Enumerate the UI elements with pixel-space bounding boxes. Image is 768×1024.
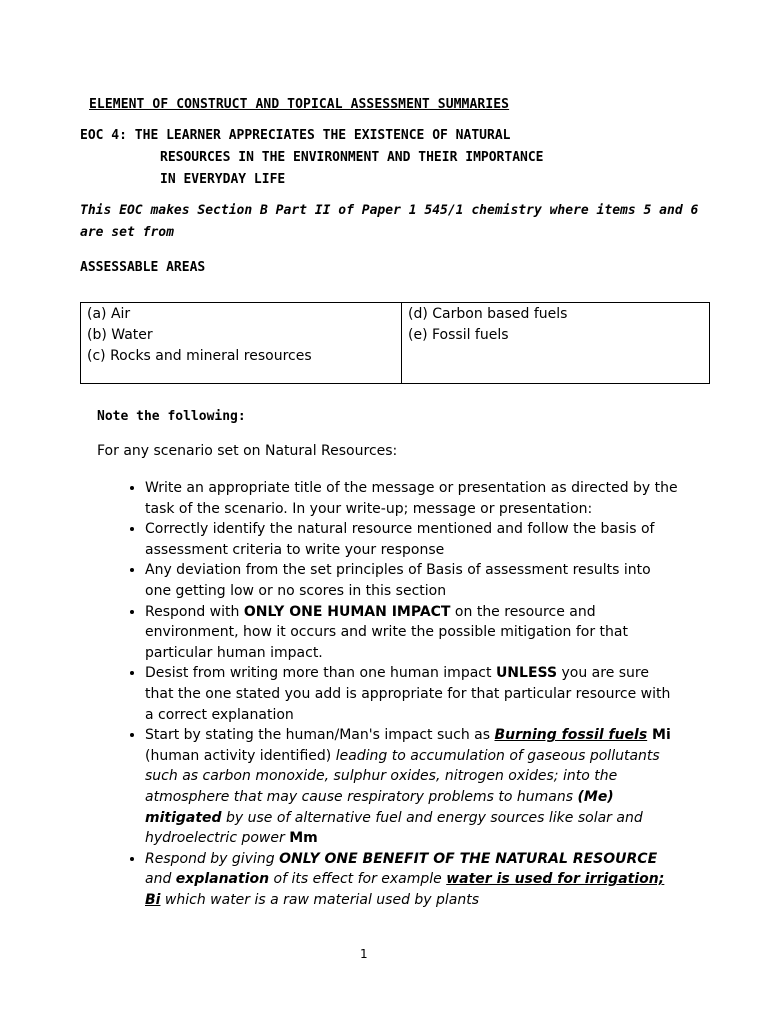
eoc-statement [80,125,544,191]
area-item: (a) Air [87,306,131,322]
areas-right-cell [402,303,710,384]
eoc-intro-text: This EOC makes Section B Part II of Paper 1 545/1 chemistry where items 5 and 6 are set from [80,203,699,240]
list-item: • Correctly identify the natural resource mentioned and follow the basis of assessment criteria to write your response [145,519,680,560]
area-item: (b) Water [87,327,153,343]
areas-left-cell [81,303,402,384]
scenario-intro: For any scenario set on Natural Resources: [97,443,398,459]
list-item: • Respond by giving ONLY ONE BENEFIT OF THE NATURAL RESOURCE and explanation of its effect for example water is used for irrigation; Bi which water is a raw material used by plants [145,849,680,911]
assessable-areas-table [80,302,710,384]
eoc-line-2: RESOURCES IN THE ENVIRONMENT AND THEIR IMPORTANCE [160,150,544,165]
assessable-areas-title: ASSESSABLE AREAS [80,260,206,275]
page-number: 1 [360,947,368,961]
list-item: • Desist from writing more than one human impact UNLESS you are sure that the one stated you add is appropriate for that particular resource with a correct explanation [145,663,680,725]
eoc-line-1: EOC 4: THE LEARNER APPRECIATES THE EXISTENCE OF NATURAL [80,128,511,143]
note-title: Note the following: [97,409,246,424]
list-item: • Write an appropriate title of the message or presentation as directed by the task of the scenario. In your write-up; message or presentation: [145,478,680,519]
list-item: • Start by stating the human/Man's impact such as Burning fossil fuels Mi (human activity identified) leading to accumulation of gaseous pollutants such as carbon monoxide, sulphur oxides, nitrogen oxides; into the atmosphere that may cause respiratory problems to humans (Me) mitigated by use of alternative fuel and energy sources like solar and hydroelectric power Mm [145,725,680,849]
list-item: • Respond with ONLY ONE HUMAN IMPACT on the resource and environment, how it occurs and write the possible mitigation for that particular human impact. [145,602,680,664]
guidelines-list [105,478,680,910]
area-item: (d) Carbon based fuels [408,306,568,322]
area-item: (e) Fossil fuels [408,327,509,343]
document-heading: ELEMENT OF CONSTRUCT AND TOPICAL ASSESSMENT SUMMARIES [89,97,510,112]
eoc-line-3: IN EVERYDAY LIFE [160,172,286,187]
list-item: • Any deviation from the set principles of Basis of assessment results into one getting low or no scores in this section [145,560,680,601]
area-item: (c) Rocks and mineral resources [87,348,312,364]
